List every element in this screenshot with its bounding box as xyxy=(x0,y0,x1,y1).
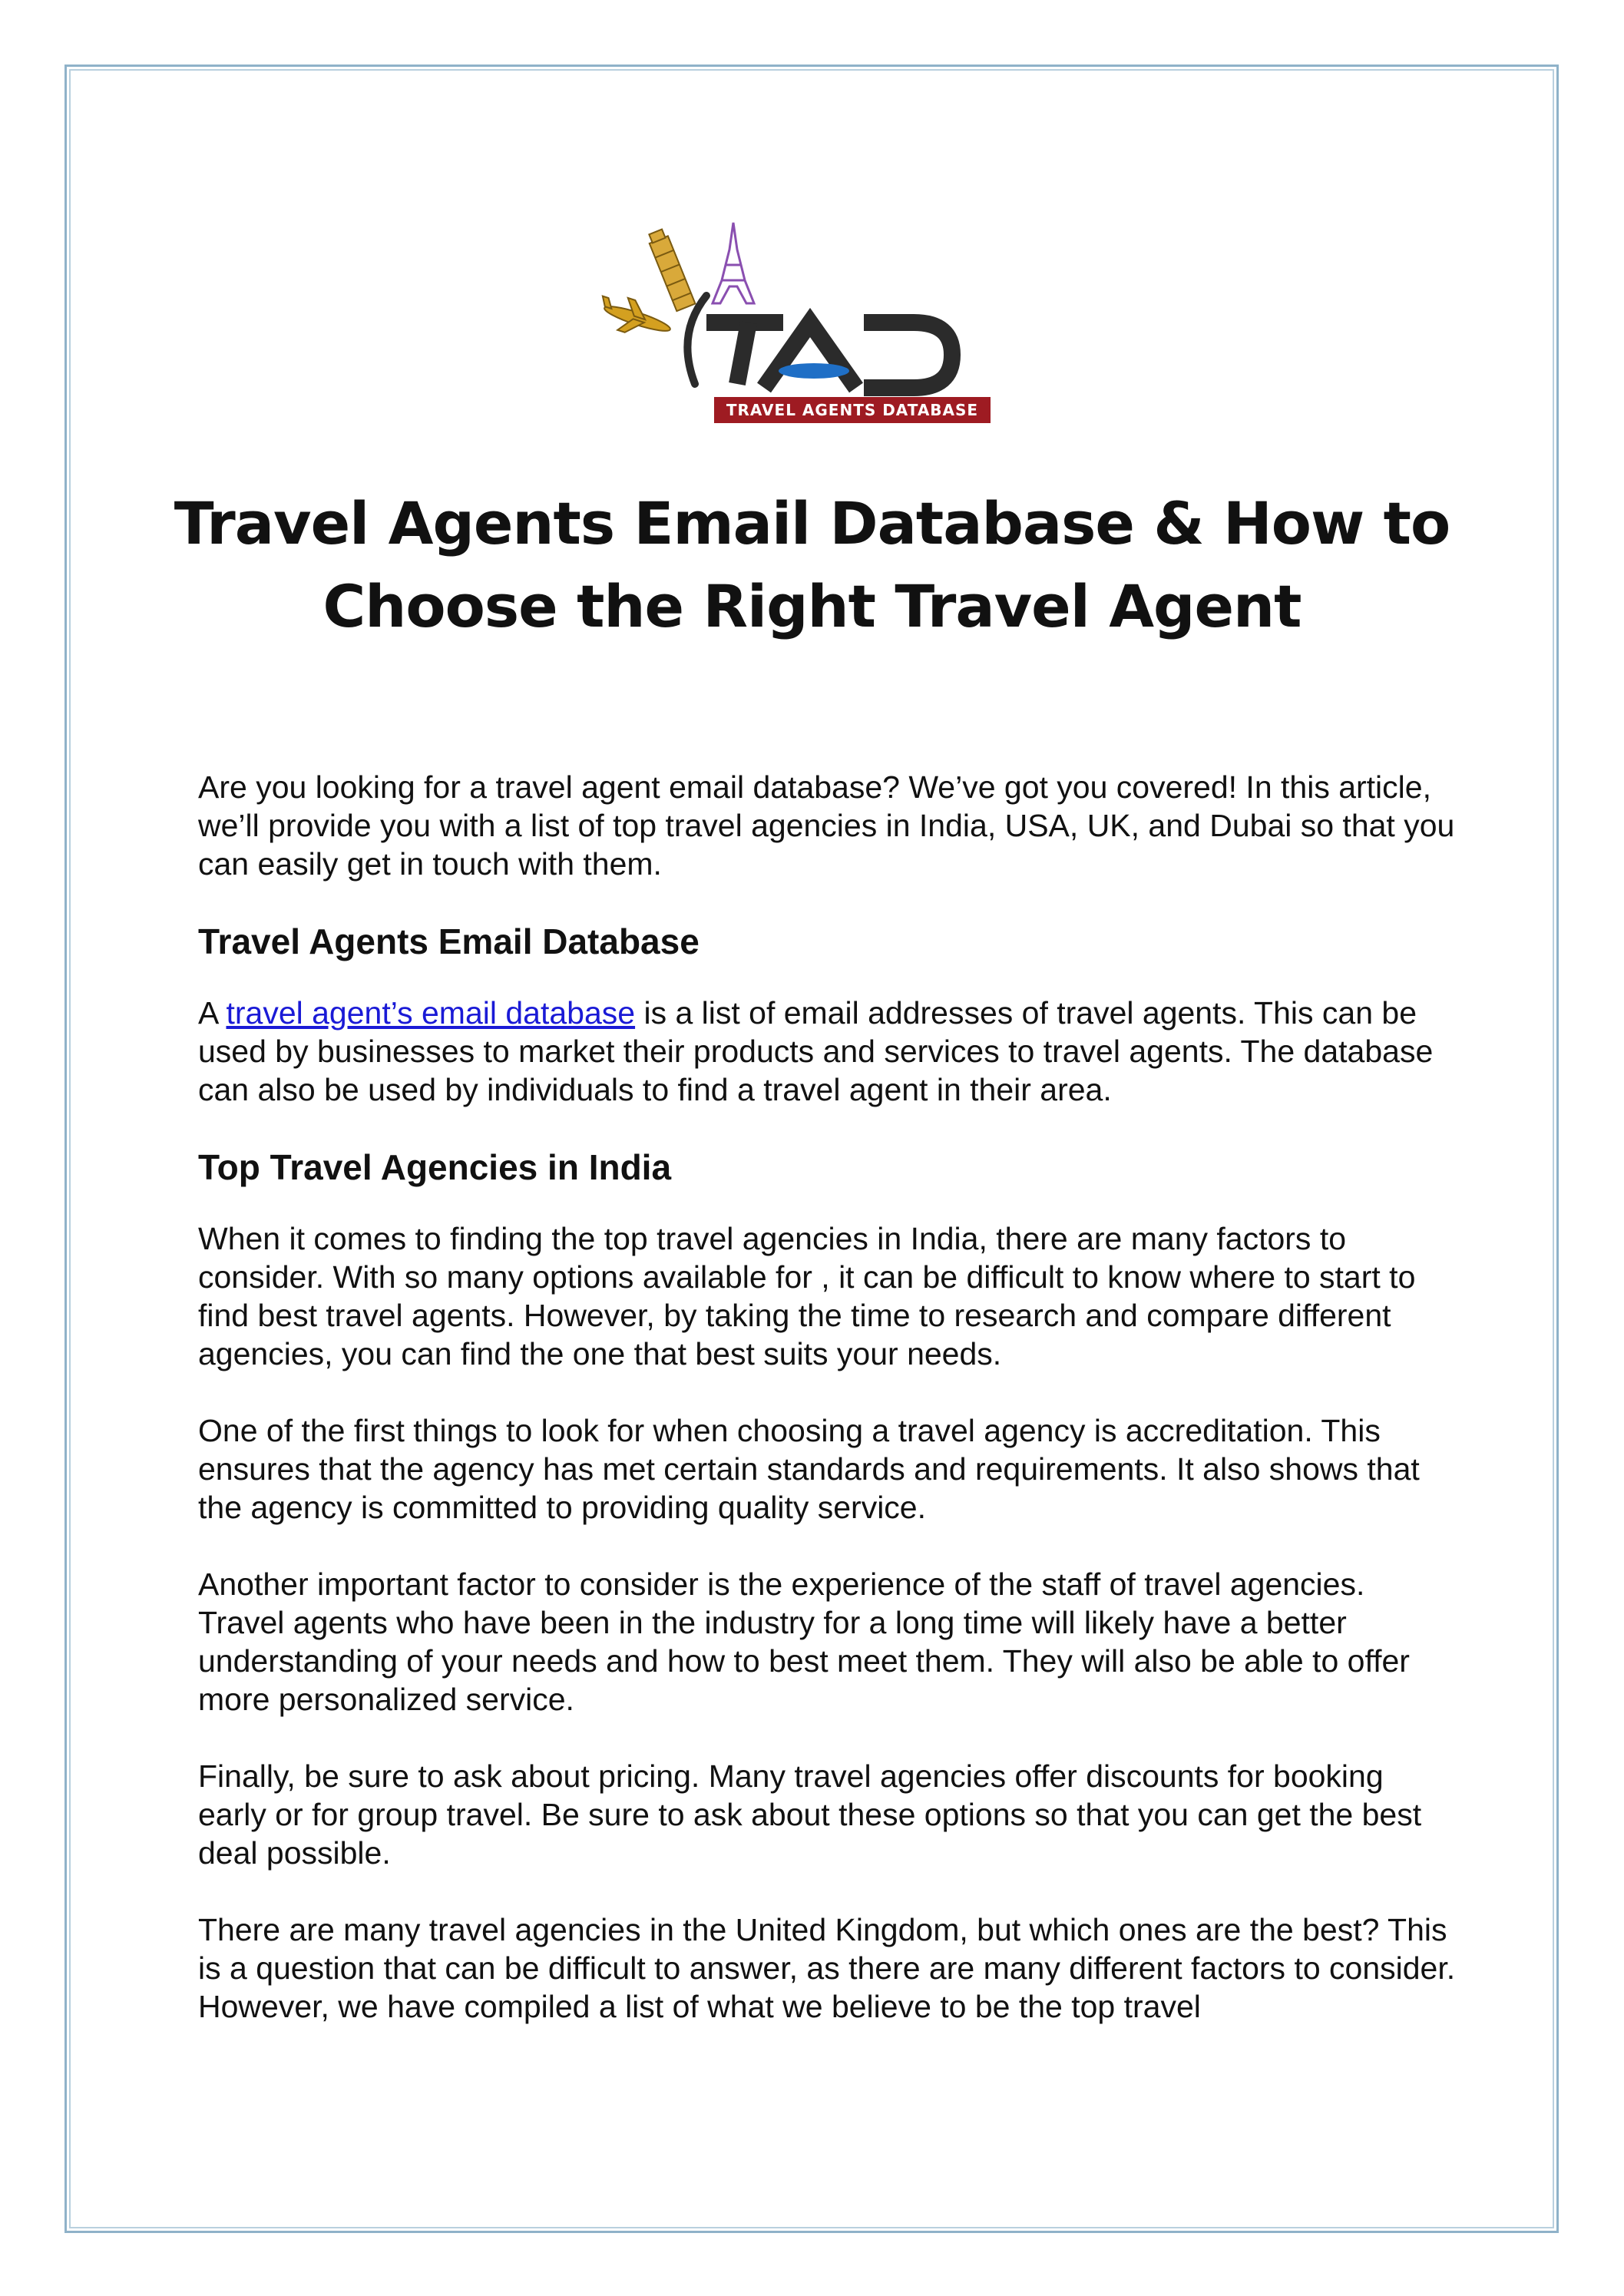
para1-prefix: A xyxy=(198,995,227,1031)
logo-banner-text: TRAVEL AGENTS DATABASE xyxy=(726,401,979,419)
title-line-1: Travel Agents Email Database & How to xyxy=(174,489,1450,557)
email-database-link[interactable]: travel agent’s email database xyxy=(226,995,636,1031)
intro-paragraph: Are you looking for a travel agent email database? We’ve got you covered! In this article, we’ll provide you with a list of top travel agencies in India, USA, UK, and Dubai so that you can easily get in touch with them. xyxy=(198,769,1455,882)
leaning-tower-icon xyxy=(647,228,696,311)
page-title xyxy=(123,482,1501,648)
heading-email-database: Travel Agents Email Database xyxy=(198,921,700,961)
india-paragraph: When it comes to finding the top travel agencies in India, there are many factors to consider. With so many options available for , it can be difficult to know where to start to find best travel agents. However, by taking the time to research and compare different agencies, you can find the one that best suits your needs. xyxy=(198,1221,1416,1371)
article-body xyxy=(198,768,1457,2026)
eiffel-tower-icon xyxy=(713,223,754,303)
pricing-paragraph: Finally, be sure to ask about pricing. Many travel agencies offer discounts for booking early or for group travel. Be sure to ask about these options so that you can get the best deal possible. xyxy=(198,1758,1422,1871)
experience-paragraph: Another important factor to consider is the experience of the staff of travel agencies. Travel agents who have been in the industry for a long time will likely have a better understanding of your needs and how to best meet them. They will also be able to offer more personalized service. xyxy=(198,1567,1410,1717)
tad-logo xyxy=(591,219,1006,434)
heading-top-agencies-india: Top Travel Agencies in India xyxy=(198,1147,672,1187)
email-database-paragraph xyxy=(198,994,1457,1109)
airplane-icon xyxy=(594,290,676,346)
logo-swoosh xyxy=(687,296,706,384)
title-line-2: Choose the Right Travel Agent xyxy=(322,572,1302,640)
logo-blue-oval xyxy=(779,363,849,379)
uk-paragraph: There are many travel agencies in the United Kingdom, but which ones are the best? This is a question that can be difficult to answer, as there are many different factors to consider. However, we have compiled a list of what we believe to be the top travel xyxy=(198,1912,1456,2024)
para1-suffix: is a list of email addresses of travel agents. This can be used by businesses to market their products and services to travel agents. The database can also be used by individuals to find a travel agent in their area. xyxy=(198,995,1434,1107)
accreditation-paragraph: One of the first things to look for when choosing a travel agency is accreditation. This ensures that the agency has met certain standards and requirements. It also shows that the agency is committed to providing quality service. xyxy=(198,1413,1420,1525)
logo-letters xyxy=(706,323,952,388)
